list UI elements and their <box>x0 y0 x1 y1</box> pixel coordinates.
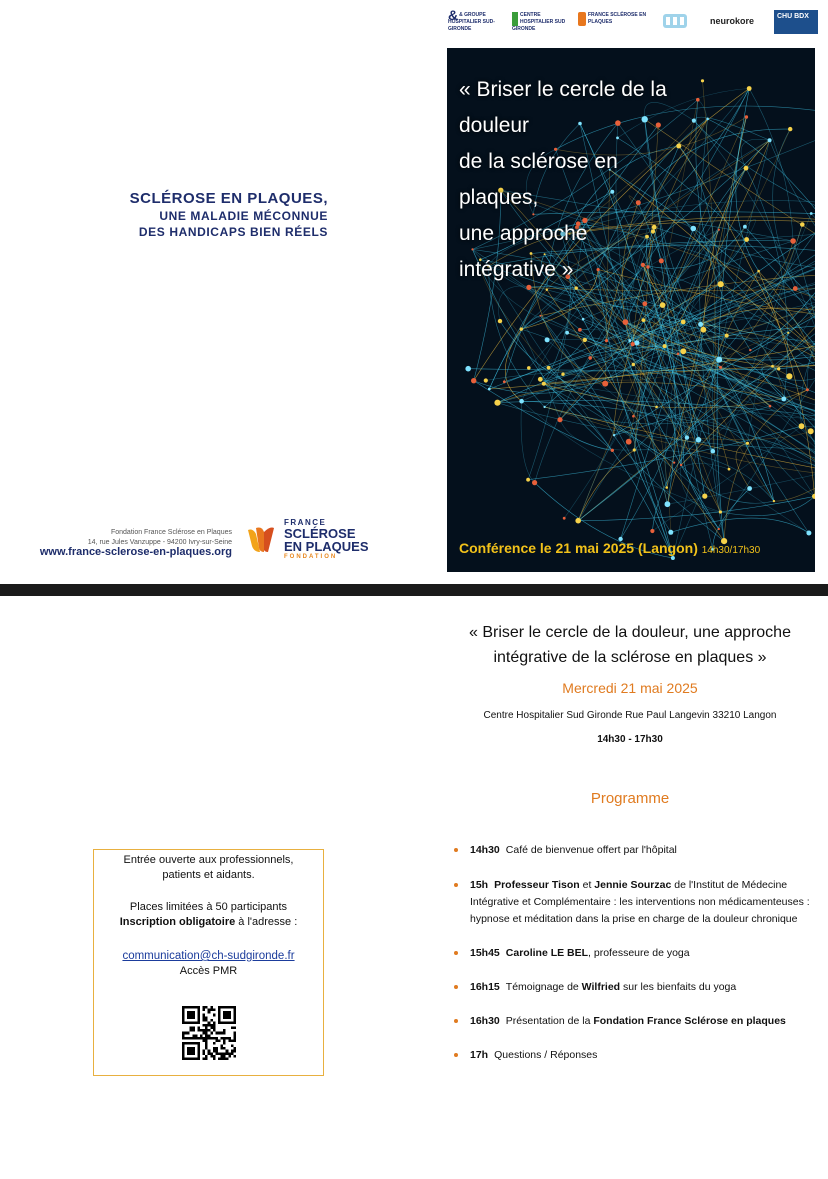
address-line: Fondation France Sclérose en Plaques <box>110 529 232 536</box>
logo-text: FRANCE <box>284 518 327 527</box>
address-line: 14, rue Jules Vanzuppe - 94200 Ivry-sur-Seine <box>87 539 232 546</box>
program-heading: Programme <box>590 790 670 807</box>
cover-title-line: plaques, <box>459 186 539 209</box>
program-date: Mercredi 21 mai 2025 <box>562 680 698 696</box>
info-places: Places limitées à 50 participants <box>129 901 288 913</box>
agenda-time: 15h <box>470 879 489 891</box>
cover-title-line: douleur <box>459 114 530 137</box>
info-access: Accès PMR <box>179 965 238 977</box>
program-venue: Centre Hospitalier Sud Gironde Rue Paul Langevin 33210 Langon <box>483 710 777 721</box>
agenda-time: 14h30 <box>470 844 500 856</box>
registration-info-box <box>93 849 324 1076</box>
inscription-bold: Inscription obligatoire <box>119 916 236 928</box>
qr-code[interactable] <box>182 1006 236 1060</box>
logo-chsg: CENTRE HOSPITALIER SUD GIRONDE <box>512 12 566 32</box>
brochure-inner-page <box>0 596 828 1179</box>
tagline-line: SCLÉROSE EN PLAQUES, <box>129 190 328 207</box>
info-inscription <box>94 915 323 930</box>
logo-text: EN PLAQUES <box>284 539 369 554</box>
agenda-speaker: Professeur Tison <box>494 879 580 891</box>
email-link[interactable]: communication@ch-sudgironde.fr <box>122 950 295 962</box>
agenda-item <box>452 979 814 996</box>
cover-panel <box>447 48 815 572</box>
fondation-sep-logo <box>244 518 374 566</box>
agenda-text: , professeure de yoga <box>588 947 690 959</box>
imc-logo-icon <box>662 10 688 30</box>
agenda-text: Café de bienvenue offert par l'hôpital <box>505 844 677 856</box>
agenda-speaker: Fondation France Sclérose en plaques <box>593 1015 786 1027</box>
logo-text: SCLÉROSE <box>284 526 356 541</box>
page-divider <box>0 584 828 596</box>
agenda-speaker: Caroline LE BEL <box>505 947 589 959</box>
program-title-line: intégrative de la sclérose en plaques » <box>493 649 767 666</box>
program-title <box>440 620 820 670</box>
agenda-item <box>452 877 814 928</box>
logo-neurokore: neurokore <box>710 16 755 26</box>
agenda-item <box>452 1047 814 1064</box>
agenda-text: sur les bienfaits du yoga <box>620 981 737 993</box>
logo-fsep-small: FRANCE SCLÉROSE EN PLAQUES <box>578 12 648 26</box>
agenda-text: Témoignage de <box>505 981 582 993</box>
logo-imc <box>662 10 692 30</box>
foundation-address <box>20 528 232 548</box>
tagline-line: DES HANDICAPS BIEN RÉELS <box>138 225 328 239</box>
program-title-line: « Briser le cercle de la douleur, une approche <box>469 624 791 641</box>
cover-title-line: intégrative » <box>459 258 574 281</box>
cover-title-line: une approche <box>459 222 588 245</box>
tagline-line: UNE MALADIE MÉCONNUE <box>159 209 328 223</box>
info-line: Entrée ouverte aux professionnels, <box>123 854 294 866</box>
info-line: patients et aidants. <box>162 869 255 881</box>
cover-title <box>459 72 709 288</box>
agenda-speaker: Jennie Sourzac <box>594 879 672 891</box>
logo-ghsg: & & GROUPE HOSPITALIER SUD-GIRONDE <box>448 7 495 32</box>
logo-text: FONDATION <box>284 554 338 560</box>
agenda-time: 17h <box>470 1049 489 1061</box>
inscription-rest: à l'adresse : <box>235 916 298 928</box>
foundation-website-link[interactable]: www.france-sclerose-en-plaques.org <box>39 546 232 558</box>
brochure-outer-page <box>0 0 828 584</box>
agenda-time: 16h30 <box>470 1015 500 1027</box>
fsep-ribbon-icon <box>244 522 278 556</box>
program-hours: 14h30 - 17h30 <box>597 734 663 745</box>
logo-chu: CHU BDX <box>774 10 818 34</box>
conference-text: Conférence le 21 mai 2025 (Langon) <box>459 540 698 556</box>
agenda-text: et <box>579 879 595 891</box>
agenda-text: Présentation de la <box>505 1015 594 1027</box>
agenda-speaker: Wilfried <box>581 981 621 993</box>
agenda-time: 16h15 <box>470 981 500 993</box>
cover-title-line: de la sclérose en <box>459 150 618 173</box>
agenda-item <box>452 1013 814 1030</box>
agenda-item <box>452 842 814 859</box>
back-cover-tagline <box>108 190 328 239</box>
agenda-text: Questions / Réponses <box>494 1049 598 1061</box>
agenda-item <box>452 945 814 962</box>
agenda-time: 15h45 <box>470 947 500 959</box>
conference-time: 14h30/17h30 <box>701 545 761 556</box>
agenda-text: de l'Institut de Médecine Intégrative et Complémentaire : les interventions non médicamenteuses : hypnose et méditation dans la prise en charge de la douleur chronique <box>470 879 810 925</box>
cover-title-line: « Briser le cercle de la <box>459 78 667 101</box>
agenda-list <box>452 842 814 1064</box>
partner-logos <box>448 8 820 38</box>
conference-banner <box>459 540 760 556</box>
